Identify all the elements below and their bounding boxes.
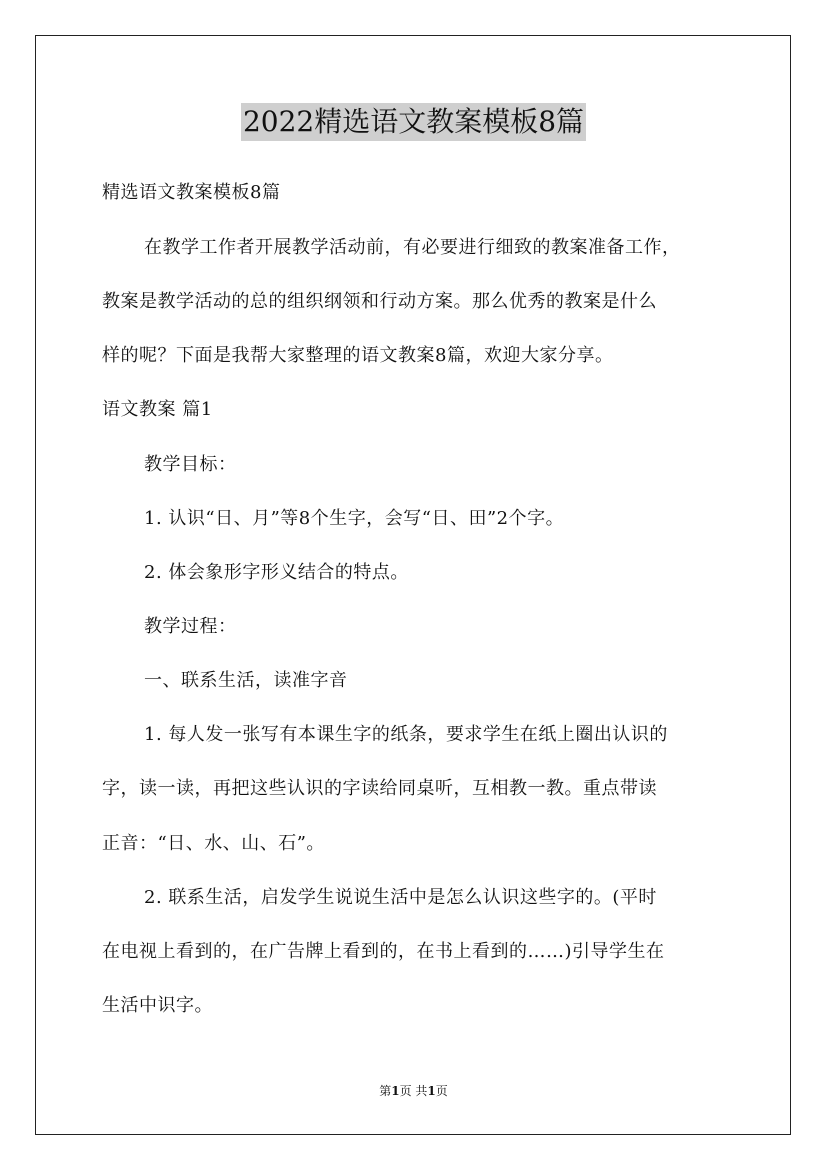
footer-total-pages: 1 — [427, 1084, 436, 1098]
paragraph-line: 教学过程： — [144, 616, 237, 637]
page-footer — [0, 1083, 827, 1099]
paragraph-line: 在电视上看到的，在广告牌上看到的，在书上看到的……)引导学生在 — [102, 941, 665, 962]
paragraph-line: 1. 认识“日、月”等8个生字，会写“日、田”2个字。 — [144, 508, 565, 529]
footer-suffix: 页 — [435, 1084, 448, 1098]
subtitle-line: 精选语文教案模板8篇 — [102, 182, 281, 203]
paragraph-line: 在教学工作者开展教学活动前，有必要进行细致的教案准备工作， — [144, 237, 681, 258]
paragraph-line: 一、联系生活，读准字音 — [144, 670, 348, 691]
paragraph-line: 生活中识字。 — [102, 995, 213, 1016]
footer-mid: 页 共 — [399, 1084, 428, 1098]
paragraph-line: 字，读一读，再把这些认识的字读给同桌听，互相教一教。重点带读 — [102, 778, 657, 799]
paragraph-line: 2. 体会象形字形义结合的特点。 — [144, 562, 409, 583]
document-title: 2022精选语文教案模板8篇 — [241, 103, 586, 141]
paragraph-line: 1. 每人发一张写有本课生字的纸条，要求学生在纸上圈出认识的 — [144, 724, 668, 745]
section-heading: 语文教案 篇1 — [102, 399, 213, 420]
paragraph-line: 2. 联系生活，启发学生说说生活中是怎么认识这些字的。(平时 — [144, 887, 657, 908]
paragraph-line: 教案是教学活动的总的组织纲领和行动方案。那么优秀的教案是什么 — [102, 291, 657, 312]
footer-current-page: 1 — [391, 1084, 400, 1098]
paragraph-line: 样的呢？下面是我帮大家整理的语文教案8篇，欢迎大家分享。 — [102, 345, 614, 366]
footer-prefix: 第 — [379, 1084, 392, 1098]
paragraph-line: 正音：“日、水、山、石”。 — [102, 833, 325, 854]
title-wrap — [0, 103, 827, 141]
paragraph-line: 教学目标： — [144, 454, 237, 475]
